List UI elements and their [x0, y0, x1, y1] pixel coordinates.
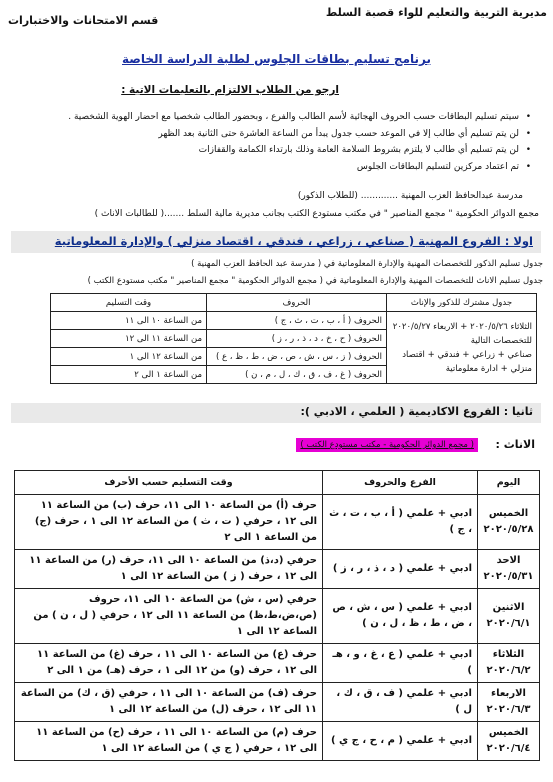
- section1-line-female: جدول تسليم الاناث للتخصصات المهنية والإدارة المعلوماتية في ( مجمع الدوائر الحكومية " مجمع المناصير " مكتب مستودع الكتب ): [87, 276, 543, 286]
- table-row: [51, 312, 537, 330]
- time-cell: حرف (أ) من الساعة ١٠ الى ١١، حرف (ب) من الساعة ١١ الى ١٢ ، حرفي ( ت ، ث ) من الساعة ١٢ الى ١ ، حرف (ج) من الساعة ١ الى ٢: [15, 495, 323, 550]
- time-cell: من الساعة ١ الى ٢: [51, 366, 207, 384]
- instruction-item: • تم اعتماد مركزين لتسليم البطاقات الجلوس: [21, 160, 531, 175]
- day-date: ٢٠٢٠/٦/١: [486, 618, 531, 629]
- day-date: ٢٠٢٠/٥/٢٨: [483, 524, 534, 535]
- directorate-header: مديرية التربية والتعليم للواء قصبة السلط: [325, 6, 547, 19]
- shared-dates: الثلاثاء ٢٠٢٠/٥/٢٦ + الاربعاء ٢٠٢٠/٥/٢٧: [392, 321, 532, 332]
- letters-cell: الحروف ( ز ، س ، ش ، ص ، ض ، ط ، ظ ، ع ): [207, 348, 387, 366]
- branch-cell: ادبي + علمي ( أ ، ب ، ت ، ث ، ج ): [323, 495, 478, 550]
- instruction-item: • لن يتم تسليم أي طالب إلا في الموعد حسب جدول يبدأ من الساعة العاشرة حتى الثانية بعد الظهر: [21, 127, 531, 142]
- time-cell: حرف (ع) من الساعة ١٠ الى ١١ ، حرف (غ) من الساعة ١١ الى ١٢ ، حرف (و) من ١٢ الى ١ ، حرف (هـ) من ١ الى ٢: [15, 644, 323, 683]
- day-cell: [478, 550, 540, 589]
- table-row: [15, 589, 540, 644]
- time-cell: من الساعة ١٢ الى ١: [51, 348, 207, 366]
- day-cell: [478, 644, 540, 683]
- table-header: اليوم: [478, 471, 540, 495]
- table-row: [15, 722, 540, 761]
- day-date: ٢٠٢٠/٦/٤: [486, 743, 531, 754]
- section1-line-male: جدول تسليم الذكور للتخصصات المهنية والإدارة المعلوماتية في ( مدرسة عبد الحافظ العزب المهنية ): [191, 259, 543, 269]
- branch-cell: ادبي + علمي ( د ، ذ ، ر ، ز ): [323, 550, 478, 589]
- document-title: برنامج تسليم بطاقات الجلوس لطلبة الدراسة الخاصة: [122, 52, 431, 66]
- vocational-table: [50, 293, 537, 384]
- day-date: ٢٠٢٠/٦/٣: [486, 704, 531, 715]
- day-name: الخميس: [488, 508, 529, 519]
- section2-heading: ثانيا : الفروع الاكاديمية ( العلمي ، الادبي ):: [11, 403, 541, 423]
- center-male: مدرسة عبدالحافظ العزب المهنية ............. (للطلاب الذكور): [297, 191, 523, 201]
- day-cell: [478, 495, 540, 550]
- table-header: جدول مشترك للذكور والإناث: [387, 294, 537, 312]
- table-row: [15, 683, 540, 722]
- table-header: وقت التسليم: [51, 294, 207, 312]
- time-cell: حرفي (س ، ش) من الساعة ١٠ الى ١١، حروف (ص،ض،ط،ظ) من الساعة ١١ الى ١٢ ، حرفي ( ل ، ن ) من الساعة ١٢ الى ١: [15, 589, 323, 644]
- department-header: قسم الامتحانات والاختبارات: [8, 14, 159, 27]
- shared-specializations: صناعي + زراعي + فندقي + اقتصاد منزلي + ادارة معلوماتية: [402, 349, 532, 374]
- day-name: الخميس: [488, 727, 529, 738]
- shared-schedule-cell: [387, 312, 537, 384]
- instruction-item: • لن يتم تسليم أي طالب لا يلتزم بشروط السلامة العامة وذلك بارتداء الكمامة والقفازات: [21, 143, 531, 158]
- shared-subtitle: للتخصصات التالية: [470, 335, 532, 346]
- day-cell: [478, 683, 540, 722]
- branch-cell: ادبي + علمي ( ع ، غ ، و ، هـ ): [323, 644, 478, 683]
- day-cell: [478, 722, 540, 761]
- instructions-list: [21, 110, 531, 176]
- table-header: الحروف: [207, 294, 387, 312]
- table-row: [15, 644, 540, 683]
- instruction-item: • سيتم تسليم البطاقات حسب الحروف الهجائية لأسم الطالب والفرع ، وبحضور الطالب شخصيا مع احضار الهوية الشخصية .: [21, 110, 531, 125]
- time-cell: حرفي (د،ذ) من الساعة ١٠ الى ١١، حرف (ر) من الساعة ١١ الى ١٢ ، حرف ( ز ) من الساعة ١٢ الى ١: [15, 550, 323, 589]
- table-row: [15, 550, 540, 589]
- section1-heading: اولا : الفروع المهنية ( صناعي ، زراعي ، فندقي ، اقتصاد منزلي ) والإدارة المعلوماتية: [11, 231, 541, 253]
- day-cell: [478, 589, 540, 644]
- time-cell: من الساعة ١١ الى ١٢: [51, 330, 207, 348]
- day-date: ٢٠٢٠/٦/٢: [486, 665, 531, 676]
- time-cell: من الساعة ١٠ الى ١١: [51, 312, 207, 330]
- day-name: الاثنين: [492, 602, 525, 613]
- girls-location-badge: ( مجمع الدوائر الحكومية - مكتب مستودع الكتب ): [296, 438, 478, 452]
- time-cell: حرف (ف) من الساعة ١٠ الى ١١ ، حرفي (ق ، ك) من الساعة ١١ الى ١٢ ، حرف (ل) من الساعة ١٢ الى ١: [15, 683, 323, 722]
- academic-table: [14, 470, 540, 761]
- branch-cell: ادبي + علمي ( م ، ح ، ج ي ): [323, 722, 478, 761]
- time-cell: حرف (م) من الساعة ١٠ الى ١١ ، حرف (ح) من الساعة ١١ الى ١٢ ، حرفي ( ج ي ) من الساعة ١٢ الى ١: [15, 722, 323, 761]
- girls-label: الاناث :: [495, 438, 535, 451]
- table-header: وقت التسليم حسب الأحرف: [15, 471, 323, 495]
- branch-cell: ادبي + علمي ( ف ، ق ، ك ، ل ): [323, 683, 478, 722]
- branch-cell: ادبي + علمي ( س ، ش ، ص ، ض ، ط ، ظ ، ل ، ن ): [323, 589, 478, 644]
- day-name: الثلاثاء: [492, 649, 525, 660]
- letters-cell: الحروف ( ح ، خ ، د ، ذ ، ر ، ز ): [207, 330, 387, 348]
- letters-cell: الحروف ( غ ، ف ، ق ، ك ، ل ، م ، ن ): [207, 366, 387, 384]
- table-row: [15, 495, 540, 550]
- day-name: الاربعاء: [491, 688, 526, 699]
- letters-cell: الحروف ( أ ، ب ، ت ، ث ، ج ): [207, 312, 387, 330]
- day-date: ٢٠٢٠/٥/٣١: [483, 571, 534, 582]
- center-female: مجمع الدوائر الحكومية " مجمع المناصير " في مكتب مستودع الكتب بجانب مديرية مالية السلط .......( للطالبات الاناث ): [94, 209, 539, 219]
- table-header: الفرع والحروف: [323, 471, 478, 495]
- instructions-heading: ارجو من الطلاب الالتزام بالتعليمات الاتية :: [121, 84, 339, 96]
- day-name: الاحد: [496, 555, 521, 566]
